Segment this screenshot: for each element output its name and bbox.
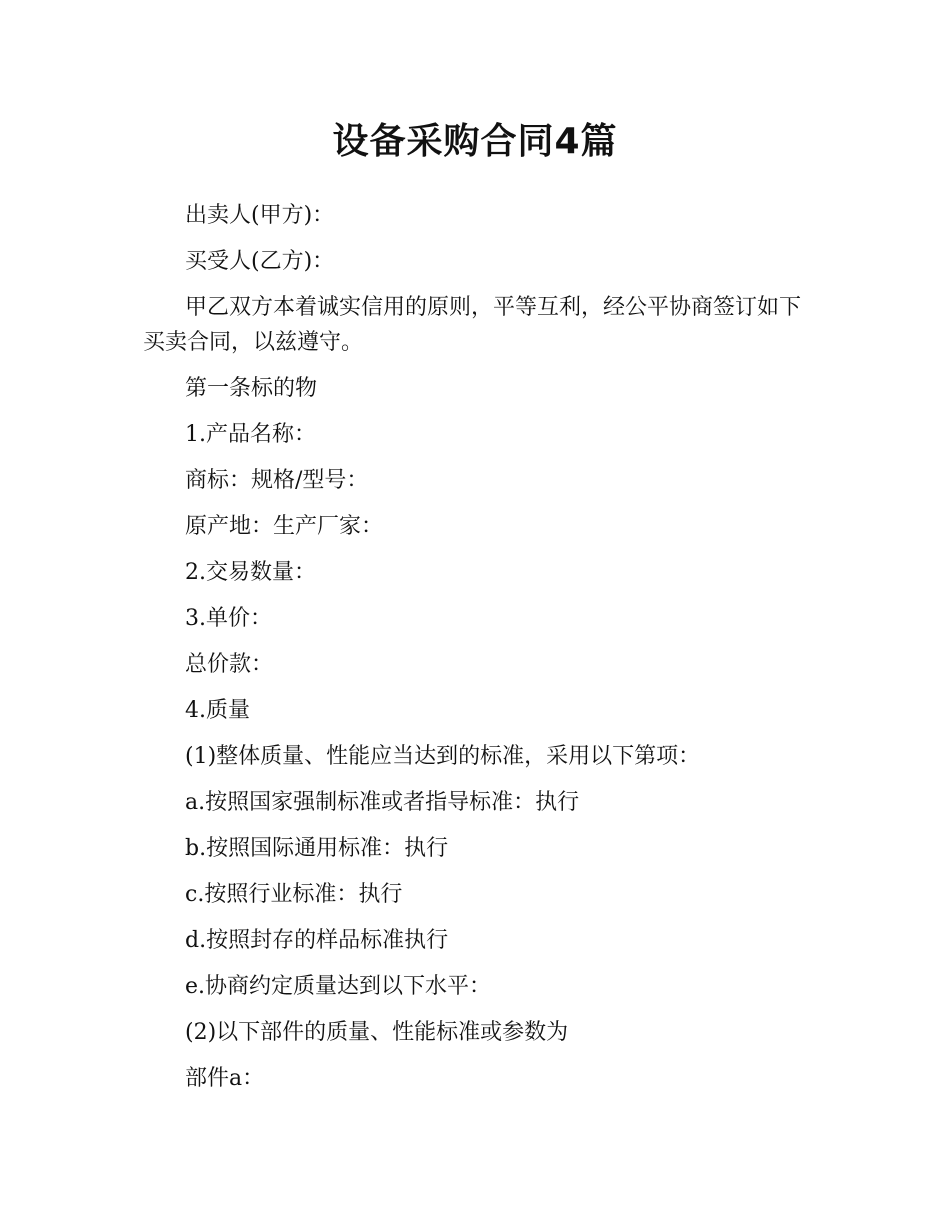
paragraph-parts-standard: (2)以下部件的质量、性能标准或参数为 [185, 1020, 569, 1045]
paragraph-preamble: 甲乙双方本着诚实信用的原则，平等互利，经公平协商签订如下买卖合同，以兹遵守。 [143, 295, 802, 355]
paragraph-product-name: 1.产品名称： [185, 422, 316, 447]
paragraph-quantity: 2.交易数量： [185, 560, 316, 585]
paragraph-quality-standard: (1)整体质量、性能应当达到的标准，采用以下第项： [185, 744, 701, 769]
paragraph-buyer: 买受人(乙方)： [185, 249, 335, 274]
paragraph-origin-manufacturer: 原产地：生产厂家： [185, 514, 384, 539]
paragraph-option-d: d.按照封存的样品标准执行 [185, 928, 449, 953]
document-body [143, 198, 813, 1107]
paragraph-option-e: e.协商约定质量达到以下水平： [185, 974, 492, 999]
paragraph-option-b: b.按照国际通用标准：执行 [185, 836, 449, 861]
paragraph-option-a: a.按照国家强制标准或者指导标准：执行 [185, 790, 580, 815]
paragraph-unit-price: 3.单价： [185, 606, 272, 631]
document-title: 设备采购合同4篇 [332, 121, 618, 162]
paragraph-total-price: 总价款： [185, 652, 274, 677]
paragraph-article-1: 第一条标的物 [185, 376, 318, 401]
paragraph-part-a: 部件a： [185, 1066, 265, 1091]
paragraph-seller: 出卖人(甲方)： [185, 203, 335, 228]
paragraph-option-c: c.按照行业标准：执行 [185, 882, 403, 907]
paragraph-quality: 4.质量 [185, 698, 250, 723]
paragraph-trademark-spec: 商标：规格/型号： [185, 468, 369, 493]
